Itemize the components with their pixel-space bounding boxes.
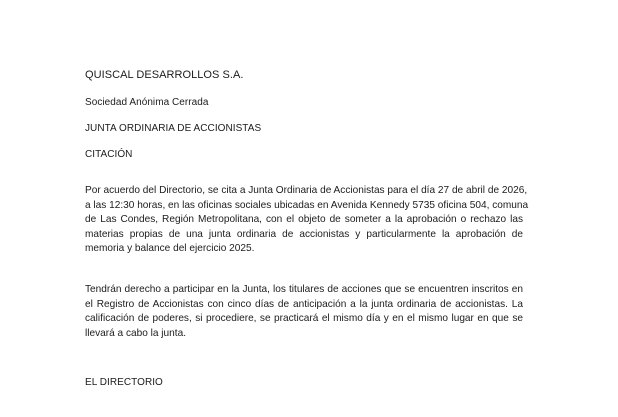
company-type: Sociedad Anónima Cerrada — [85, 97, 209, 108]
paragraph-line: Tendrán derecho a participar en la Junta, los titulares de acciones que se encuentren inscritos en — [85, 284, 523, 295]
paragraph-line: materias propias de una junta ordinaria de accionistas y particularmente la aprobación de — [85, 228, 523, 240]
paragraph-line: a las 12:30 horas, en las oficinas sociales ubicadas en Avenida Kennedy 5735 oficina 504, comuna — [85, 199, 529, 211]
signature: EL DIRECTORIO — [85, 377, 163, 388]
paragraph-line: memoria y balance del ejercicio 2025. — [85, 243, 255, 255]
paragraph-line: Por acuerdo del Directorio, se cita a Junta Ordinaria de Accionistas para el día 27 de abril de 2026, — [85, 185, 528, 196]
paragraph-line: calificación de poderes, si procediere, se practicará el mismo día y en el mismo lugar en que se — [85, 313, 523, 325]
notice-title: CITACIÓN — [85, 149, 133, 160]
participation-paragraph — [85, 283, 523, 341]
convocation-paragraph — [85, 184, 529, 257]
company-name: QUISCAL DESARROLLOS S.A. — [85, 69, 244, 81]
paragraph-line: llevará a cabo la junta. — [85, 327, 187, 339]
paragraph-line: el Registro de Accionistas con cinco días de anticipación a la junta ordinaria de accionistas. La — [85, 298, 523, 310]
meeting-title: JUNTA ORDINARIA DE ACCIONISTAS — [85, 123, 262, 134]
paragraph-line: de Las Condes, Región Metropolitana, con el objeto de someter a la aprobación o rechazo las — [85, 214, 523, 226]
